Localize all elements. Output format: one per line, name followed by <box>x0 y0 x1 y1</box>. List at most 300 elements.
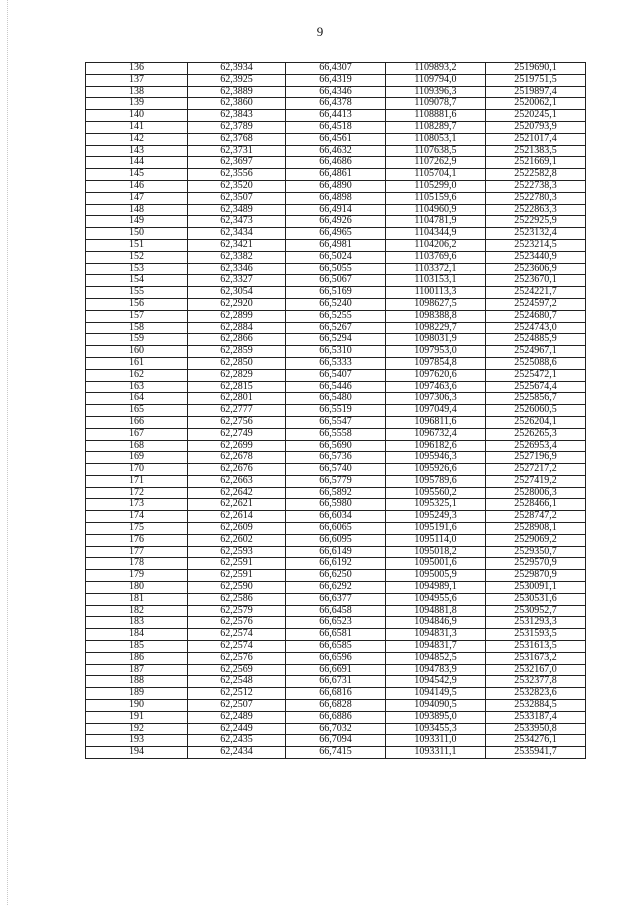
x-coordinate-cell: 1097953,0 <box>386 346 486 358</box>
table-row <box>86 747 586 759</box>
point-number-cell: 162 <box>86 369 188 381</box>
longitude-cell: 66,6292 <box>286 582 386 594</box>
scan-margin-line <box>7 0 8 905</box>
table-row <box>86 251 586 263</box>
x-coordinate-cell: 1096811,6 <box>386 416 486 428</box>
point-number-cell: 146 <box>86 180 188 192</box>
latitude-cell: 62,2449 <box>188 723 286 735</box>
x-coordinate-cell: 1095926,6 <box>386 464 486 476</box>
point-number-cell: 148 <box>86 204 188 216</box>
point-number-cell: 157 <box>86 310 188 322</box>
latitude-cell: 62,2621 <box>188 499 286 511</box>
longitude-cell: 66,6585 <box>286 641 386 653</box>
point-number-cell: 158 <box>86 322 188 334</box>
y-coordinate-cell: 2533950,8 <box>486 723 586 735</box>
table-row <box>86 641 586 653</box>
y-coordinate-cell: 2529069,2 <box>486 534 586 546</box>
y-coordinate-cell: 2529350,7 <box>486 546 586 558</box>
latitude-cell: 62,2801 <box>188 393 286 405</box>
longitude-cell: 66,6250 <box>286 570 386 582</box>
latitude-cell: 62,2586 <box>188 593 286 605</box>
latitude-cell: 62,3731 <box>188 145 286 157</box>
point-number-cell: 172 <box>86 487 188 499</box>
y-coordinate-cell: 2530091,1 <box>486 582 586 594</box>
point-number-cell: 175 <box>86 523 188 535</box>
longitude-cell: 66,4861 <box>286 169 386 181</box>
point-number-cell: 185 <box>86 641 188 653</box>
table-row <box>86 511 586 523</box>
y-coordinate-cell: 2534276,1 <box>486 735 586 747</box>
table-row <box>86 629 586 641</box>
longitude-cell: 66,5480 <box>286 393 386 405</box>
point-number-cell: 170 <box>86 464 188 476</box>
table-row <box>86 700 586 712</box>
latitude-cell: 62,3507 <box>188 192 286 204</box>
point-number-cell: 143 <box>86 145 188 157</box>
point-number-cell: 138 <box>86 86 188 98</box>
longitude-cell: 66,6458 <box>286 605 386 617</box>
x-coordinate-cell: 1098627,5 <box>386 298 486 310</box>
longitude-cell: 66,5240 <box>286 298 386 310</box>
latitude-cell: 62,3421 <box>188 239 286 251</box>
longitude-cell: 66,4898 <box>286 192 386 204</box>
y-coordinate-cell: 2521669,1 <box>486 157 586 169</box>
longitude-cell: 66,5310 <box>286 346 386 358</box>
longitude-cell: 66,6828 <box>286 700 386 712</box>
longitude-cell: 66,5055 <box>286 263 386 275</box>
table-row <box>86 405 586 417</box>
y-coordinate-cell: 2527217,2 <box>486 464 586 476</box>
point-number-cell: 151 <box>86 239 188 251</box>
x-coordinate-cell: 1103153,1 <box>386 275 486 287</box>
latitude-cell: 62,3934 <box>188 63 286 75</box>
table-row <box>86 228 586 240</box>
longitude-cell: 66,5407 <box>286 369 386 381</box>
longitude-cell: 66,4518 <box>286 121 386 133</box>
point-number-cell: 136 <box>86 63 188 75</box>
x-coordinate-cell: 1094542,9 <box>386 676 486 688</box>
x-coordinate-cell: 1093311,0 <box>386 735 486 747</box>
latitude-cell: 62,2815 <box>188 381 286 393</box>
latitude-cell: 62,3768 <box>188 133 286 145</box>
point-number-cell: 183 <box>86 617 188 629</box>
longitude-cell: 66,4319 <box>286 74 386 86</box>
latitude-cell: 62,3697 <box>188 157 286 169</box>
longitude-cell: 66,6816 <box>286 688 386 700</box>
y-coordinate-cell: 2532823,6 <box>486 688 586 700</box>
longitude-cell: 66,5558 <box>286 428 386 440</box>
x-coordinate-cell: 1094090,5 <box>386 700 486 712</box>
x-coordinate-cell: 1097049,4 <box>386 405 486 417</box>
latitude-cell: 62,2576 <box>188 652 286 664</box>
latitude-cell: 62,2829 <box>188 369 286 381</box>
y-coordinate-cell: 2524885,9 <box>486 334 586 346</box>
coordinates-table <box>85 62 586 759</box>
x-coordinate-cell: 1094831,3 <box>386 629 486 641</box>
y-coordinate-cell: 2519690,1 <box>486 63 586 75</box>
table-row <box>86 582 586 594</box>
latitude-cell: 62,2434 <box>188 747 286 759</box>
table-row <box>86 346 586 358</box>
latitude-cell: 62,2920 <box>188 298 286 310</box>
latitude-cell: 62,3382 <box>188 251 286 263</box>
table-row <box>86 440 586 452</box>
longitude-cell: 66,6034 <box>286 511 386 523</box>
x-coordinate-cell: 1103769,6 <box>386 251 486 263</box>
x-coordinate-cell: 1093455,3 <box>386 723 486 735</box>
longitude-cell: 66,4981 <box>286 239 386 251</box>
longitude-cell: 66,4413 <box>286 110 386 122</box>
x-coordinate-cell: 1095325,1 <box>386 499 486 511</box>
y-coordinate-cell: 2522925,9 <box>486 216 586 228</box>
coordinates-table-body <box>86 63 586 759</box>
x-coordinate-cell: 1103372,1 <box>386 263 486 275</box>
latitude-cell: 62,2609 <box>188 523 286 535</box>
x-coordinate-cell: 1104206,2 <box>386 239 486 251</box>
x-coordinate-cell: 1094783,9 <box>386 664 486 676</box>
x-coordinate-cell: 1104781,9 <box>386 216 486 228</box>
table-row <box>86 652 586 664</box>
y-coordinate-cell: 2530531,6 <box>486 593 586 605</box>
x-coordinate-cell: 1094881,8 <box>386 605 486 617</box>
y-coordinate-cell: 2526204,1 <box>486 416 586 428</box>
x-coordinate-cell: 1108053,1 <box>386 133 486 145</box>
y-coordinate-cell: 2524597,2 <box>486 298 586 310</box>
x-coordinate-cell: 1095114,0 <box>386 534 486 546</box>
table-row <box>86 275 586 287</box>
longitude-cell: 66,6523 <box>286 617 386 629</box>
x-coordinate-cell: 1093311,1 <box>386 747 486 759</box>
point-number-cell: 159 <box>86 334 188 346</box>
point-number-cell: 193 <box>86 735 188 747</box>
table-row <box>86 121 586 133</box>
y-coordinate-cell: 2526953,4 <box>486 440 586 452</box>
x-coordinate-cell: 1108289,7 <box>386 121 486 133</box>
longitude-cell: 66,6192 <box>286 558 386 570</box>
table-row <box>86 298 586 310</box>
y-coordinate-cell: 2527419,2 <box>486 475 586 487</box>
point-number-cell: 144 <box>86 157 188 169</box>
x-coordinate-cell: 1097854,8 <box>386 357 486 369</box>
x-coordinate-cell: 1095001,6 <box>386 558 486 570</box>
latitude-cell: 62,2614 <box>188 511 286 523</box>
point-number-cell: 145 <box>86 169 188 181</box>
x-coordinate-cell: 1108881,6 <box>386 110 486 122</box>
latitude-cell: 62,2866 <box>188 334 286 346</box>
latitude-cell: 62,3556 <box>188 169 286 181</box>
longitude-cell: 66,6377 <box>286 593 386 605</box>
latitude-cell: 62,2574 <box>188 629 286 641</box>
y-coordinate-cell: 2529870,9 <box>486 570 586 582</box>
point-number-cell: 165 <box>86 405 188 417</box>
table-row <box>86 216 586 228</box>
point-number-cell: 192 <box>86 723 188 735</box>
latitude-cell: 62,2579 <box>188 605 286 617</box>
longitude-cell: 66,4378 <box>286 98 386 110</box>
x-coordinate-cell: 1097306,3 <box>386 393 486 405</box>
latitude-cell: 62,2512 <box>188 688 286 700</box>
point-number-cell: 179 <box>86 570 188 582</box>
y-coordinate-cell: 2520062,1 <box>486 98 586 110</box>
y-coordinate-cell: 2523670,1 <box>486 275 586 287</box>
y-coordinate-cell: 2533187,4 <box>486 711 586 723</box>
latitude-cell: 62,3520 <box>188 180 286 192</box>
point-number-cell: 160 <box>86 346 188 358</box>
y-coordinate-cell: 2532377,8 <box>486 676 586 688</box>
latitude-cell: 62,2899 <box>188 310 286 322</box>
point-number-cell: 190 <box>86 700 188 712</box>
table-row <box>86 487 586 499</box>
latitude-cell: 62,3843 <box>188 110 286 122</box>
table-row <box>86 86 586 98</box>
table-row <box>86 74 586 86</box>
table-row <box>86 287 586 299</box>
y-coordinate-cell: 2523440,9 <box>486 251 586 263</box>
table-row <box>86 735 586 747</box>
latitude-cell: 62,2676 <box>188 464 286 476</box>
y-coordinate-cell: 2532167,0 <box>486 664 586 676</box>
point-number-cell: 152 <box>86 251 188 263</box>
latitude-cell: 62,3434 <box>188 228 286 240</box>
longitude-cell: 66,6691 <box>286 664 386 676</box>
latitude-cell: 62,2574 <box>188 641 286 653</box>
longitude-cell: 66,4686 <box>286 157 386 169</box>
point-number-cell: 147 <box>86 192 188 204</box>
y-coordinate-cell: 2522780,3 <box>486 192 586 204</box>
longitude-cell: 66,5892 <box>286 487 386 499</box>
latitude-cell: 62,2749 <box>188 428 286 440</box>
table-row <box>86 570 586 582</box>
x-coordinate-cell: 1098229,7 <box>386 322 486 334</box>
table-row <box>86 98 586 110</box>
y-coordinate-cell: 2520245,1 <box>486 110 586 122</box>
x-coordinate-cell: 1094831,7 <box>386 641 486 653</box>
y-coordinate-cell: 2526265,3 <box>486 428 586 440</box>
point-number-cell: 164 <box>86 393 188 405</box>
x-coordinate-cell: 1093895,0 <box>386 711 486 723</box>
longitude-cell: 66,6596 <box>286 652 386 664</box>
table-row <box>86 617 586 629</box>
latitude-cell: 62,3789 <box>188 121 286 133</box>
point-number-cell: 142 <box>86 133 188 145</box>
latitude-cell: 62,2850 <box>188 357 286 369</box>
table-row <box>86 63 586 75</box>
point-number-cell: 141 <box>86 121 188 133</box>
point-number-cell: 156 <box>86 298 188 310</box>
longitude-cell: 66,5255 <box>286 310 386 322</box>
y-coordinate-cell: 2524221,7 <box>486 287 586 299</box>
point-number-cell: 169 <box>86 452 188 464</box>
y-coordinate-cell: 2528006,3 <box>486 487 586 499</box>
point-number-cell: 186 <box>86 652 188 664</box>
y-coordinate-cell: 2535941,7 <box>486 747 586 759</box>
longitude-cell: 66,5294 <box>286 334 386 346</box>
table-row <box>86 723 586 735</box>
point-number-cell: 154 <box>86 275 188 287</box>
x-coordinate-cell: 1109893,2 <box>386 63 486 75</box>
x-coordinate-cell: 1096182,6 <box>386 440 486 452</box>
longitude-cell: 66,5736 <box>286 452 386 464</box>
y-coordinate-cell: 2531673,2 <box>486 652 586 664</box>
page-number: 9 <box>316 24 324 39</box>
y-coordinate-cell: 2519751,5 <box>486 74 586 86</box>
latitude-cell: 62,3346 <box>188 263 286 275</box>
table-row <box>86 711 586 723</box>
latitude-cell: 62,2435 <box>188 735 286 747</box>
table-row <box>86 263 586 275</box>
x-coordinate-cell: 1095005,9 <box>386 570 486 582</box>
longitude-cell: 66,4926 <box>286 216 386 228</box>
longitude-cell: 66,7415 <box>286 747 386 759</box>
x-coordinate-cell: 1105159,6 <box>386 192 486 204</box>
table-row <box>86 499 586 511</box>
x-coordinate-cell: 1097463,6 <box>386 381 486 393</box>
table-row <box>86 688 586 700</box>
table-row <box>86 169 586 181</box>
latitude-cell: 62,2548 <box>188 676 286 688</box>
point-number-cell: 153 <box>86 263 188 275</box>
latitude-cell: 62,2591 <box>188 558 286 570</box>
point-number-cell: 176 <box>86 534 188 546</box>
y-coordinate-cell: 2522738,3 <box>486 180 586 192</box>
y-coordinate-cell: 2525472,1 <box>486 369 586 381</box>
x-coordinate-cell: 1109794,0 <box>386 74 486 86</box>
longitude-cell: 66,5690 <box>286 440 386 452</box>
latitude-cell: 62,3054 <box>188 287 286 299</box>
latitude-cell: 62,3489 <box>188 204 286 216</box>
x-coordinate-cell: 1094846,9 <box>386 617 486 629</box>
y-coordinate-cell: 2527196,9 <box>486 452 586 464</box>
point-number-cell: 140 <box>86 110 188 122</box>
table-row <box>86 523 586 535</box>
y-coordinate-cell: 2528908,1 <box>486 523 586 535</box>
latitude-cell: 62,2777 <box>188 405 286 417</box>
longitude-cell: 66,5980 <box>286 499 386 511</box>
table-row <box>86 239 586 251</box>
latitude-cell: 62,2756 <box>188 416 286 428</box>
y-coordinate-cell: 2523606,9 <box>486 263 586 275</box>
longitude-cell: 66,4561 <box>286 133 386 145</box>
latitude-cell: 62,2590 <box>188 582 286 594</box>
table-row <box>86 310 586 322</box>
point-number-cell: 149 <box>86 216 188 228</box>
point-number-cell: 139 <box>86 98 188 110</box>
latitude-cell: 62,2489 <box>188 711 286 723</box>
point-number-cell: 150 <box>86 228 188 240</box>
longitude-cell: 66,4307 <box>286 63 386 75</box>
longitude-cell: 66,4965 <box>286 228 386 240</box>
longitude-cell: 66,7094 <box>286 735 386 747</box>
table-row <box>86 428 586 440</box>
y-coordinate-cell: 2520793,9 <box>486 121 586 133</box>
point-number-cell: 168 <box>86 440 188 452</box>
longitude-cell: 66,5067 <box>286 275 386 287</box>
latitude-cell: 62,2699 <box>188 440 286 452</box>
longitude-cell: 66,4632 <box>286 145 386 157</box>
x-coordinate-cell: 1109078,7 <box>386 98 486 110</box>
y-coordinate-cell: 2528466,1 <box>486 499 586 511</box>
table-row <box>86 593 586 605</box>
x-coordinate-cell: 1095789,6 <box>386 475 486 487</box>
table-row <box>86 558 586 570</box>
point-number-cell: 184 <box>86 629 188 641</box>
x-coordinate-cell: 1109396,3 <box>386 86 486 98</box>
y-coordinate-cell: 2525856,7 <box>486 393 586 405</box>
y-coordinate-cell: 2523132,4 <box>486 228 586 240</box>
point-number-cell: 178 <box>86 558 188 570</box>
x-coordinate-cell: 1098388,8 <box>386 310 486 322</box>
table-row <box>86 546 586 558</box>
x-coordinate-cell: 1107638,5 <box>386 145 486 157</box>
point-number-cell: 163 <box>86 381 188 393</box>
latitude-cell: 62,3889 <box>188 86 286 98</box>
y-coordinate-cell: 2531613,5 <box>486 641 586 653</box>
x-coordinate-cell: 1105704,1 <box>386 169 486 181</box>
point-number-cell: 191 <box>86 711 188 723</box>
y-coordinate-cell: 2519897,4 <box>486 86 586 98</box>
table-row <box>86 416 586 428</box>
point-number-cell: 166 <box>86 416 188 428</box>
longitude-cell: 66,5779 <box>286 475 386 487</box>
point-number-cell: 171 <box>86 475 188 487</box>
table-row <box>86 676 586 688</box>
table-row <box>86 133 586 145</box>
point-number-cell: 177 <box>86 546 188 558</box>
y-coordinate-cell: 2523214,5 <box>486 239 586 251</box>
y-coordinate-cell: 2526060,5 <box>486 405 586 417</box>
y-coordinate-cell: 2531293,3 <box>486 617 586 629</box>
x-coordinate-cell: 1094852,5 <box>386 652 486 664</box>
y-coordinate-cell: 2532884,5 <box>486 700 586 712</box>
table-row <box>86 369 586 381</box>
x-coordinate-cell: 1094955,6 <box>386 593 486 605</box>
table-row <box>86 534 586 546</box>
x-coordinate-cell: 1096732,4 <box>386 428 486 440</box>
point-number-cell: 161 <box>86 357 188 369</box>
x-coordinate-cell: 1104960,9 <box>386 204 486 216</box>
point-number-cell: 181 <box>86 593 188 605</box>
table-row <box>86 322 586 334</box>
y-coordinate-cell: 2522863,3 <box>486 204 586 216</box>
table-row <box>86 204 586 216</box>
point-number-cell: 173 <box>86 499 188 511</box>
latitude-cell: 62,2507 <box>188 700 286 712</box>
point-number-cell: 182 <box>86 605 188 617</box>
point-number-cell: 194 <box>86 747 188 759</box>
point-number-cell: 187 <box>86 664 188 676</box>
point-number-cell: 137 <box>86 74 188 86</box>
latitude-cell: 62,2678 <box>188 452 286 464</box>
y-coordinate-cell: 2525674,4 <box>486 381 586 393</box>
y-coordinate-cell: 2524743,0 <box>486 322 586 334</box>
table-row <box>86 192 586 204</box>
x-coordinate-cell: 1095249,3 <box>386 511 486 523</box>
latitude-cell: 62,3925 <box>188 74 286 86</box>
point-number-cell: 167 <box>86 428 188 440</box>
table-row <box>86 381 586 393</box>
table-row <box>86 110 586 122</box>
latitude-cell: 62,2663 <box>188 475 286 487</box>
longitude-cell: 66,5333 <box>286 357 386 369</box>
latitude-cell: 62,2602 <box>188 534 286 546</box>
y-coordinate-cell: 2521017,4 <box>486 133 586 145</box>
longitude-cell: 66,5446 <box>286 381 386 393</box>
y-coordinate-cell: 2525088,6 <box>486 357 586 369</box>
x-coordinate-cell: 1094149,5 <box>386 688 486 700</box>
longitude-cell: 66,5740 <box>286 464 386 476</box>
point-number-cell: 189 <box>86 688 188 700</box>
table-row <box>86 357 586 369</box>
